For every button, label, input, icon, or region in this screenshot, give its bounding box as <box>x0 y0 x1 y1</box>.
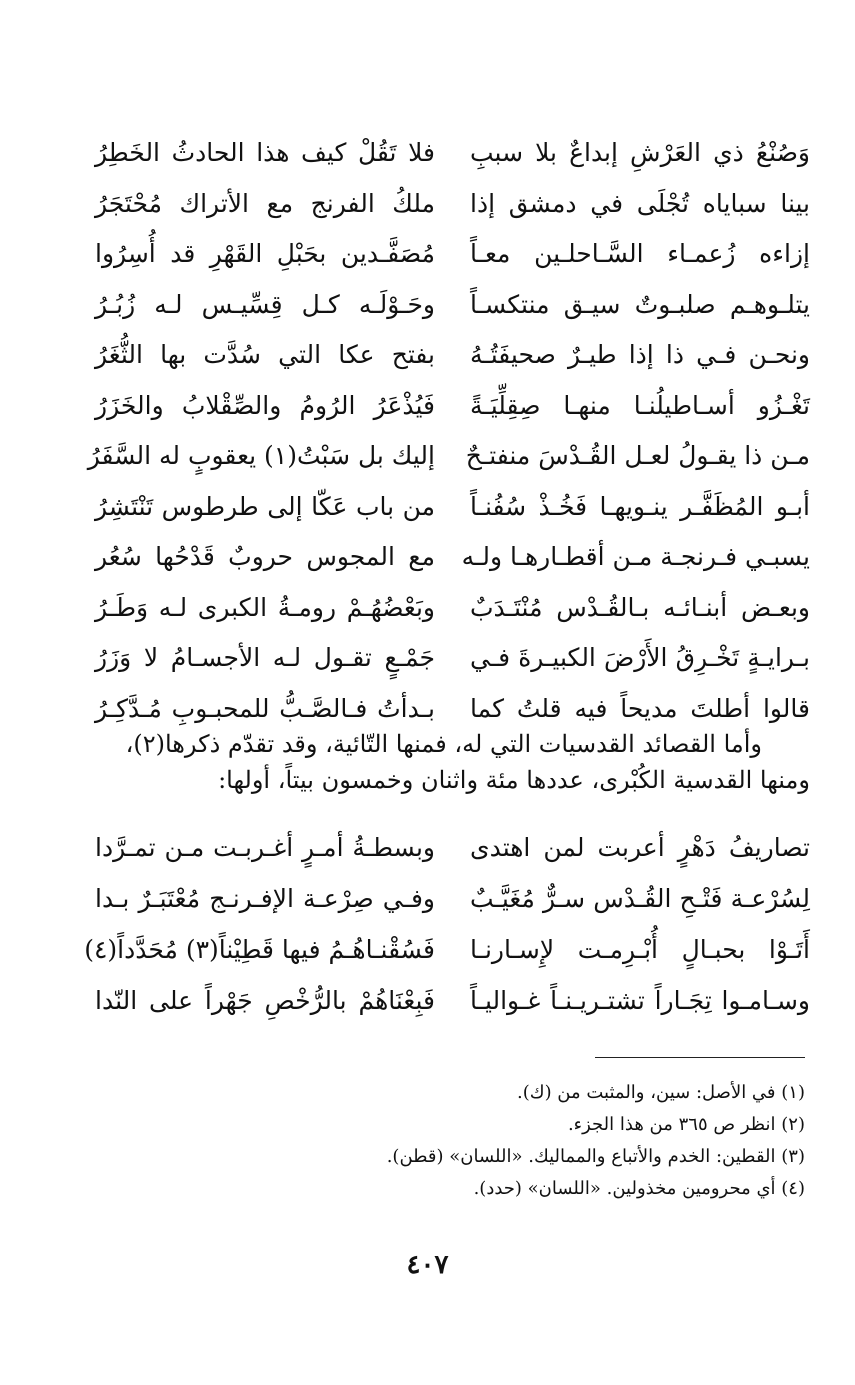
first-hemistich: وبعـض أبنـائـه بـالقُـدْس مُنْتَـدَبٌ <box>470 592 810 622</box>
second-hemistich: وفـي صِرْعـة الإفـرنـج مُعْتَبَـرٌ بـدا <box>95 884 435 913</box>
verse-line <box>95 391 810 442</box>
first-hemistich: وَصُنْعُ ذي العَرْشِ إبداعٌ بلا سببِ <box>470 138 810 167</box>
second-hemistich: بفتح عكا التي سُدَّت بها الثُّغَرُ <box>95 340 435 369</box>
first-hemistich: لِسُرْعـة فَتْـحِ القُـدْس سـرٌّ مُغَيَّـبٌ <box>470 884 810 913</box>
first-hemistich: قالوا أطلتَ مديحاً فيه قلتُ كما <box>470 693 810 723</box>
verse-line <box>95 138 810 189</box>
footnote: (٣) القطين: الخدم والأتباع والمماليك. «اللسان» (قطن). <box>386 1146 805 1167</box>
poem-section-1 <box>87 138 810 744</box>
second-hemistich: فَبِعْنَاهُمْ بالرُّخْصِ جَهْراً على النّدا <box>95 986 435 1015</box>
second-hemistich: إليك بل سَبْتُ(١) يعقوبٍ له السَّفَرُ <box>87 441 435 470</box>
first-hemistich: يتلـوهـم صلبـوتٌ سيـق منتكسـاً <box>470 289 810 319</box>
verse-line <box>95 189 810 240</box>
first-hemistich: بـرايـةٍ تَخْـرِقُ الأَرْضَ الكبيـرةَ فـي <box>470 643 810 672</box>
verse-line <box>95 643 810 694</box>
second-hemistich: بـدأتُ فـالصَّـبُّ للمحبـوبِ مُـدَّكِـرُ <box>95 693 435 723</box>
verse-line <box>95 542 810 593</box>
first-hemistich: مـن ذا يقـولُ لعـل القُـدْسَ منفتـحٌ <box>465 441 810 470</box>
first-hemistich: وسـامـوا تِجَـاراً تشتـريـنـاً غـواليـاً <box>470 986 810 1015</box>
second-hemistich: وحَـوْلَـه كـل قِسِّيـس لـه زُبُـرُ <box>95 289 435 319</box>
verse-line <box>87 441 810 492</box>
first-hemistich: يسبـي فـرنجـة مـن أقطـارهـا ولـه <box>461 542 810 571</box>
second-hemistich: ملكُ الفرنج مع الأتراك مُحْتَجَرُ <box>95 188 435 218</box>
verse-line <box>95 340 810 391</box>
first-hemistich: أبـو المُظَفَّـر ينـويهـا فَخُـذْ سُفُنـاً <box>470 491 810 521</box>
verse-line <box>95 492 810 543</box>
second-hemistich: وبَعْضُهُـمْ رومـةُ الكبرى لـه وَطَـرُ <box>95 592 435 622</box>
page-number: ٤٠٧ <box>406 1250 449 1280</box>
poem-section-2 <box>84 833 810 1037</box>
prose-paragraph <box>95 726 810 798</box>
verse-line <box>95 833 810 884</box>
second-hemistich: فَيُذْعَرُ الرُومُ والصِّقْلابُ والخَزَرُ <box>95 390 435 420</box>
prose-line: ومنها القدسية الكُبْرى، عددها مئة واثنان وخمسون بيتاً، أولها: <box>218 766 810 794</box>
second-hemistich: جَمْـعٍ تقـول لـه الأجسـامُ لا وَزَرُ <box>95 643 435 672</box>
footnotes <box>95 1077 805 1205</box>
second-hemistich: مُصَفَّـدين بحَبْلِ القَهْرِ قد أُسِرُوا <box>95 239 435 268</box>
verse-line <box>95 290 810 341</box>
second-hemistich: مع المجوس حروبٌ قَدْحُها سُعُر <box>95 542 435 571</box>
footnote: (١) في الأصل: سين، والمثبت من (ك). <box>516 1082 805 1103</box>
verse-line <box>95 593 810 644</box>
verse-line <box>95 884 810 935</box>
prose-line: وأما القصائد القدسيات التي له، فمنها التّائية، وقد تقدّم ذكرها(٢)، <box>125 730 762 758</box>
footnote: (٢) انظر ص ٣٦٥ من هذا الجزء. <box>567 1114 805 1135</box>
first-hemistich: تصاريفُ دَهْرٍ أعربت لمن اهتدى <box>470 833 810 862</box>
footnote-divider <box>595 1057 805 1058</box>
second-hemistich: وبسطـةُ أمـرٍ أغـربـت مـن تمـرَّدا <box>95 833 435 862</box>
verse-line <box>95 239 810 290</box>
second-hemistich: فلا تَقُلْ كيف هذا الحادثُ الخَطِرُ <box>95 138 435 167</box>
verse-line <box>84 935 810 986</box>
second-hemistich: فَسُقْنـاهُـمُ فيها قَطِيْناً(٣) مُحَدَّداً(٤) <box>84 935 435 964</box>
first-hemistich: ونحـن فـي ذا إذا طيـرٌ صحيفَتُـهُ <box>470 340 810 369</box>
footnote: (٤) أي محرومين مخذولين. «اللسان» (حدد). <box>473 1178 805 1199</box>
second-hemistich: من باب عَكّا إلى طرطوس تَنْتَشِرُ <box>95 491 435 521</box>
first-hemistich: بينا سباياه تُجْلَى في دمشق إذا <box>470 188 810 218</box>
first-hemistich: أَتَـوْا بحبـالٍ أُبْـرِمـت لإِسـارنـا <box>470 935 810 964</box>
first-hemistich: تَغْـزُو أسـاطيلُنـا منهـا صِقِلِّيَـةً <box>470 390 810 420</box>
first-hemistich: إزاءه زُعمـاء السَّـاحلـين معـاً <box>470 239 810 268</box>
verse-line <box>95 986 810 1037</box>
